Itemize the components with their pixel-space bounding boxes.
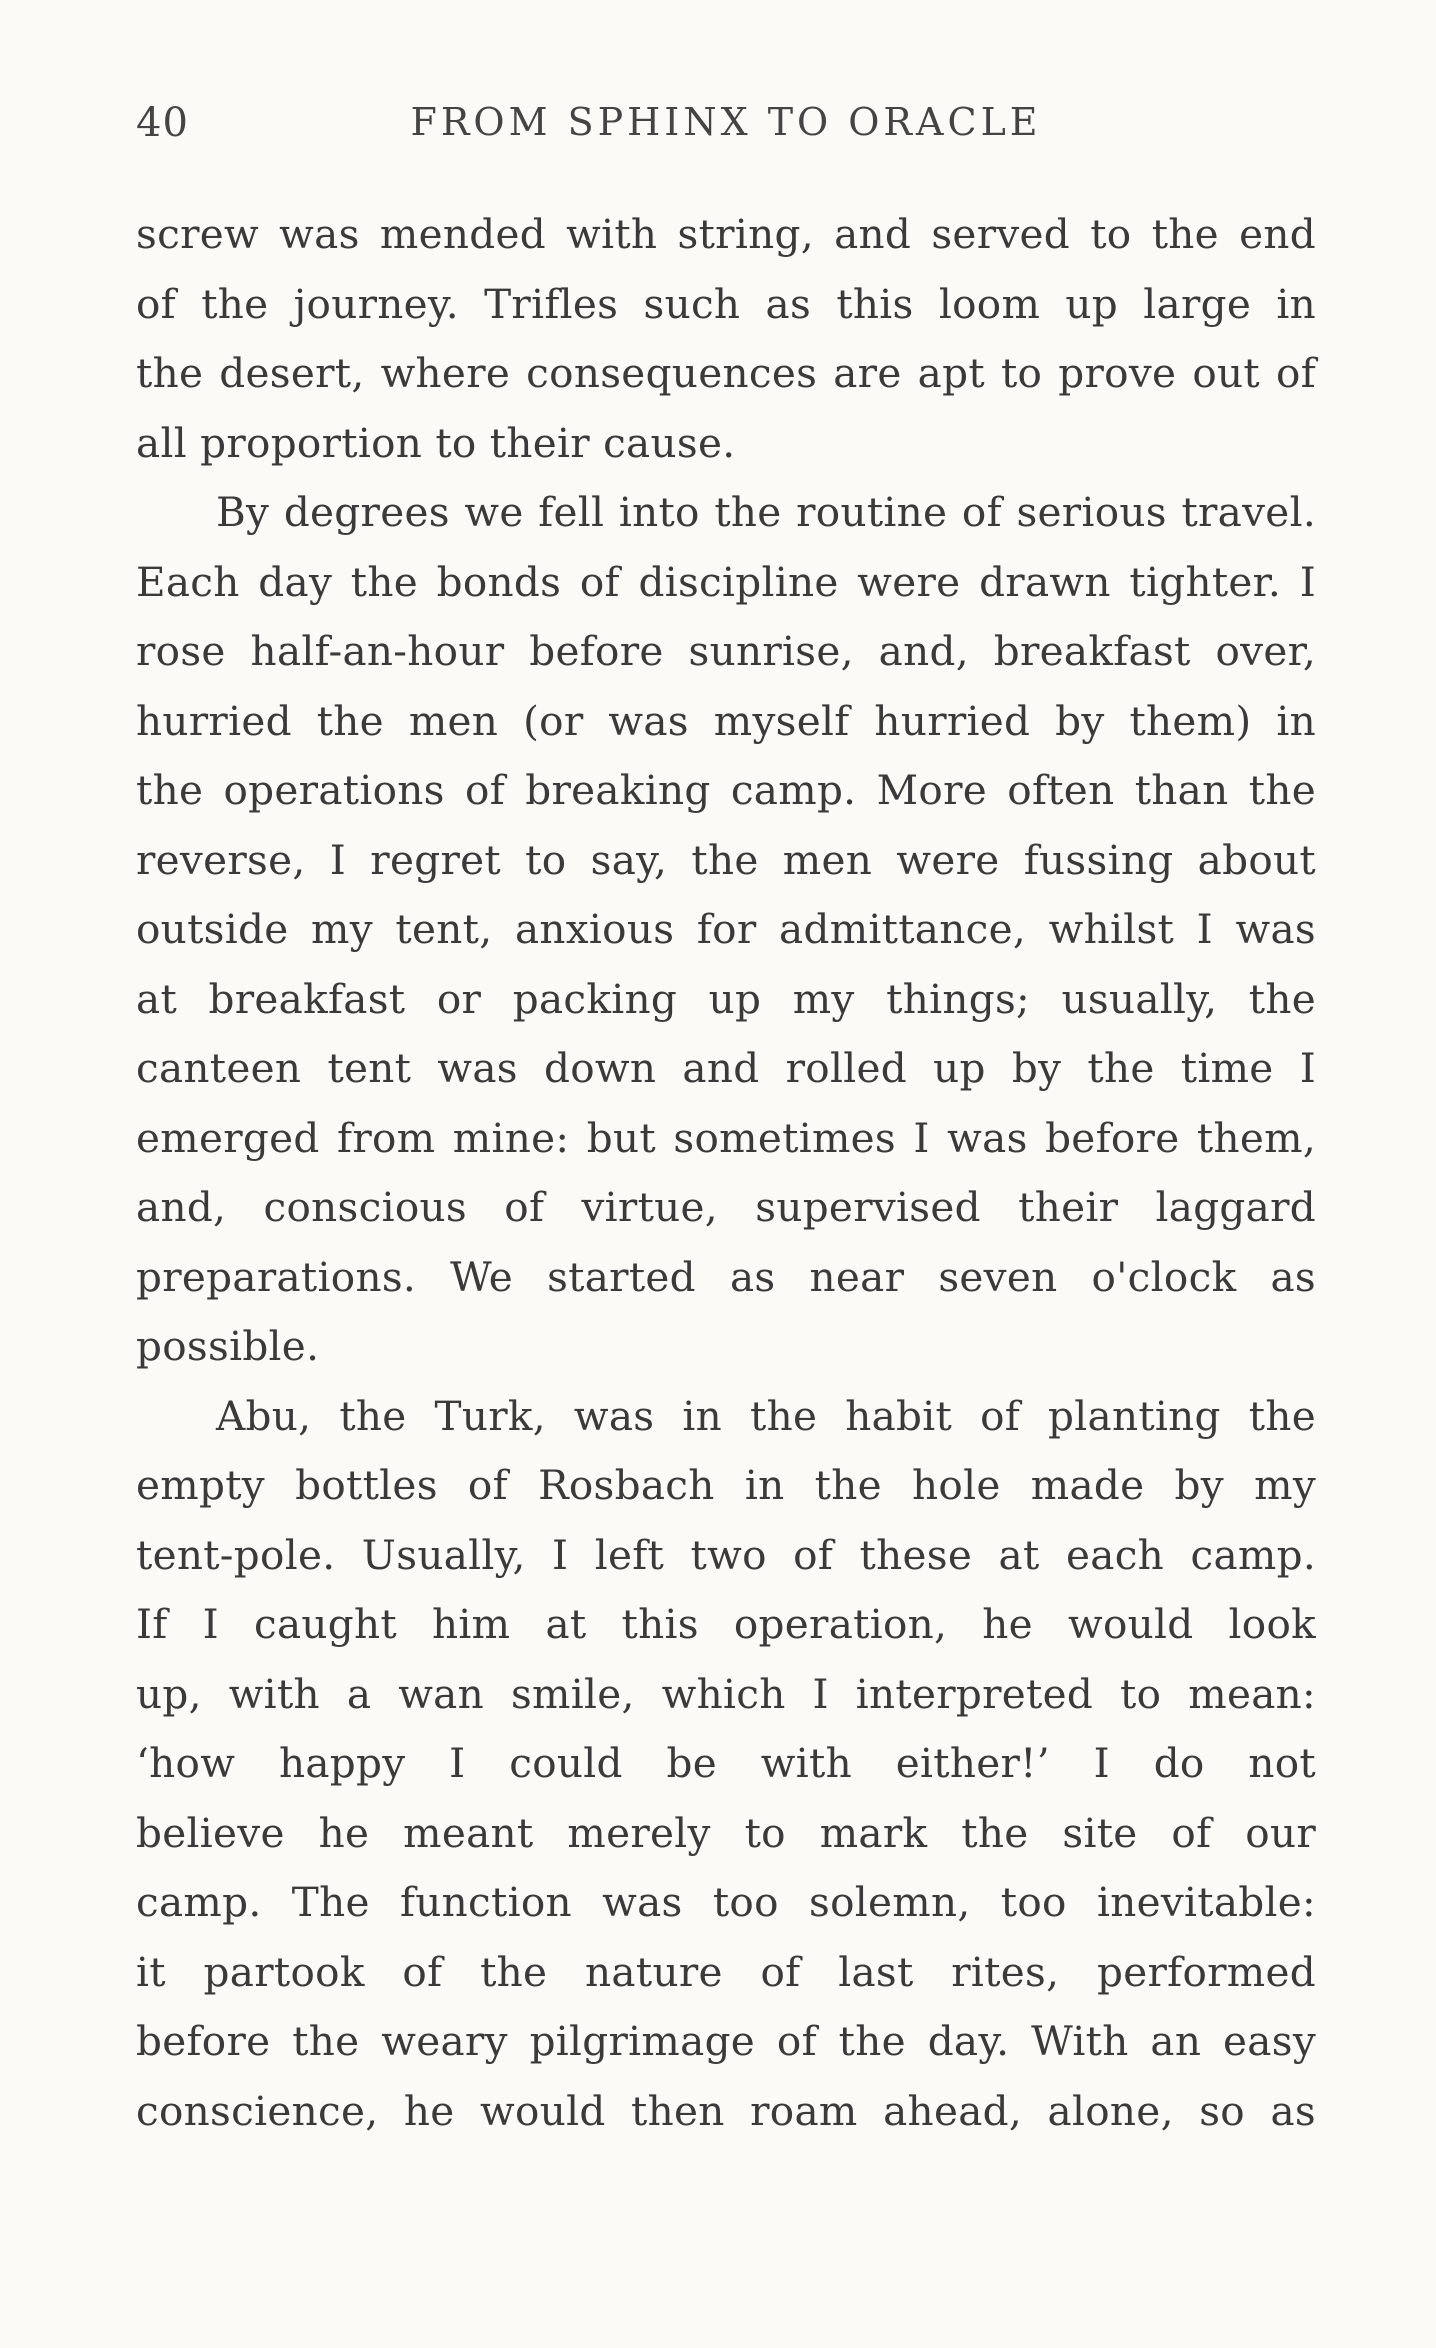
text-line: emerged from mine: but sometimes I was before them, [136,1113,1316,1162]
body-text [136,200,1316,2146]
paragraph-start-line: Abu, the Turk, was in the habit of planting the [216,1391,1316,1440]
text-line: conscience, he would then roam ahead, alone, so as [136,2086,1316,2135]
running-head [136,100,1316,160]
text-line: of the journey. Trifles such as this loom up large in [136,279,1316,328]
text-line: camp. The function was too solemn, too inevitable: [136,1878,1316,1926]
text-line: preparations. We started as near seven o'clock as [136,1252,1316,1301]
text-line: up, with a wan smile, which I interpreted to mean: [136,1669,1316,1718]
text-line: possible. [136,1322,320,1370]
text-line: reverse, I regret to say, the men were fussing about [136,835,1316,884]
text-line: ‘how happy I could be with either!’ I do not [136,1739,1316,1787]
text-line: before the weary pilgrimage of the day. With an easy [136,2017,1316,2065]
text-line: If I caught him at this operation, he would look [136,1600,1316,1648]
text-line: the operations of breaking camp. More often than the [136,766,1316,814]
text-line: screw was mended with string, and served to the end [136,210,1316,258]
text-line: the desert, where consequences are apt to prove out of [136,349,1316,397]
text-line: outside my tent, anxious for admittance, whilst I was [136,905,1316,953]
text-line: tent-pole. Usually, I left two of these at each camp. [136,1530,1316,1579]
text-line: Each day the bonds of discipline were drawn tighter. I [136,557,1316,606]
text-line: believe he meant merely to mark the site of our [136,1808,1316,1857]
running-title: FROM SPHINX TO ORACLE [410,100,1042,144]
paragraph-start-line: By degrees we fell into the routine of serious travel. [216,488,1316,536]
text-line: at breakfast or packing up my things; usually, the [136,974,1316,1023]
text-line: all proportion to their cause. [136,418,736,467]
text-line: empty bottles of Rosbach in the hole made by my [136,1461,1316,1509]
text-line: canteen tent was down and rolled up by the time I [136,1044,1316,1092]
text-line: rose half-an-hour before sunrise, and, breakfast over, [136,627,1316,675]
page-number: 40 [136,100,189,146]
text-line: it partook of the nature of last rites, performed [136,1947,1316,1996]
text-line: hurried the men (or was myself hurried by them) in [136,696,1316,745]
text-line: and, conscious of virtue, supervised their laggard [136,1183,1316,1231]
